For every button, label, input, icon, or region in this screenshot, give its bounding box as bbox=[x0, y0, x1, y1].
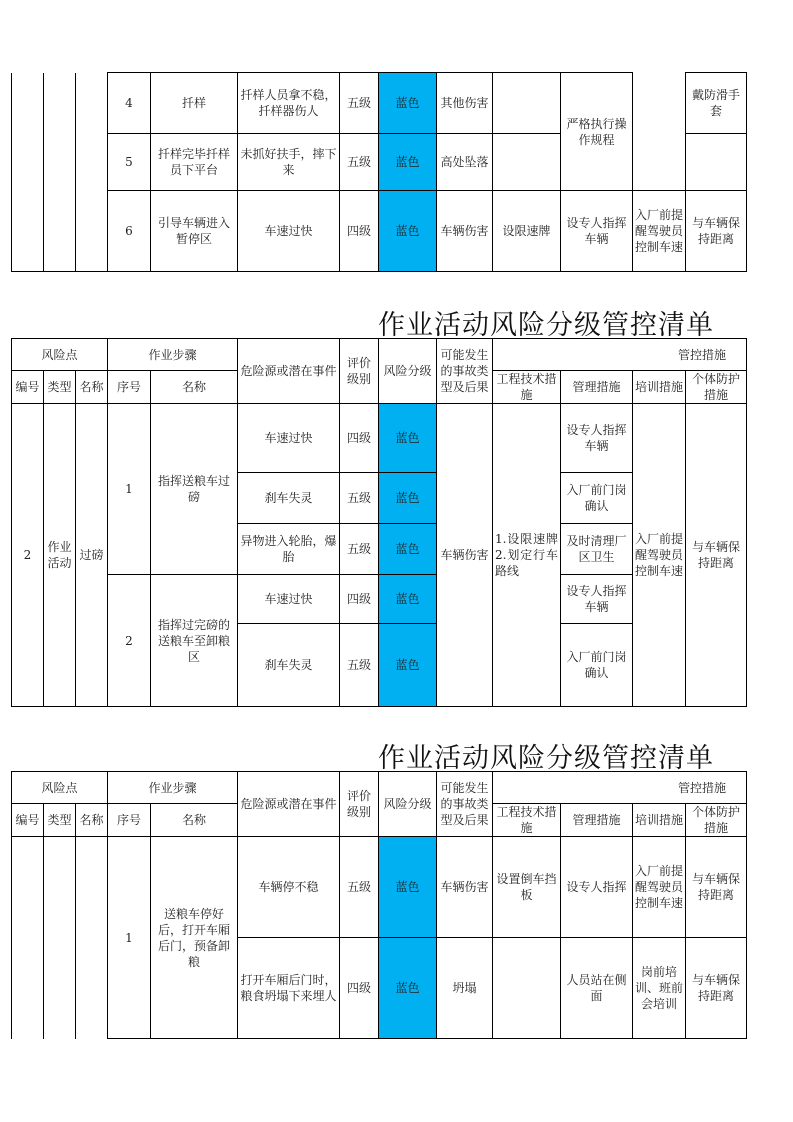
hazard-cell: 车速过快 bbox=[238, 575, 340, 624]
ppe-cell: 与车辆保持距离 bbox=[686, 938, 747, 1039]
page-title: 作业活动风险分级管控清单 bbox=[378, 310, 714, 341]
level-cell: 五级 bbox=[340, 624, 379, 707]
header-no: 编号 bbox=[12, 371, 44, 404]
header-seq: 序号 bbox=[108, 804, 151, 837]
header-management: 管理措施 bbox=[561, 371, 633, 404]
header-ppe: 个体防护措施 bbox=[686, 804, 747, 837]
accident-cell: 车辆伤害 bbox=[437, 404, 493, 707]
seq-cell: 2 bbox=[108, 575, 151, 707]
name-cell bbox=[76, 837, 108, 1039]
risk-table-continued bbox=[11, 72, 747, 272]
header-step-name: 名称 bbox=[151, 371, 238, 404]
step-name-cell: 指挥过完磅的送粮车至卸粮区 bbox=[151, 575, 238, 707]
accident-cell: 车辆伤害 bbox=[437, 837, 493, 938]
level-cell: 四级 bbox=[340, 404, 379, 473]
page-title: 作业活动风险分级管控清单 bbox=[378, 743, 714, 774]
grade-cell: 蓝色 bbox=[379, 134, 437, 191]
ppe-cell bbox=[686, 134, 747, 191]
table-row bbox=[12, 191, 747, 272]
management-cell: 人员站在侧面 bbox=[561, 938, 633, 1039]
accident-cell: 其他伤害 bbox=[437, 73, 493, 134]
no-cell bbox=[12, 73, 44, 272]
header-risk-grade: 风险分级 bbox=[379, 339, 437, 404]
management-cell: 及时清理厂区卫生 bbox=[561, 524, 633, 575]
level-cell: 四级 bbox=[340, 191, 379, 272]
header-step-name: 名称 bbox=[151, 804, 238, 837]
ppe-cell: 戴防滑手套 bbox=[686, 73, 747, 134]
hazard-cell: 车辆停不稳 bbox=[238, 837, 340, 938]
header-eval-level: 评价级别 bbox=[340, 772, 379, 837]
hazard-cell: 打开车厢后门时，粮食坍塌下来埋人 bbox=[238, 938, 340, 1039]
header-management: 管理措施 bbox=[561, 804, 633, 837]
table-row bbox=[12, 404, 747, 473]
header-risk-grade: 风险分级 bbox=[379, 772, 437, 837]
hazard-cell: 车速过快 bbox=[238, 191, 340, 272]
level-cell: 五级 bbox=[340, 524, 379, 575]
accident-cell: 高处坠落 bbox=[437, 134, 493, 191]
grade-cell: 蓝色 bbox=[379, 624, 437, 707]
no-cell: 2 bbox=[12, 404, 44, 707]
header-hazard: 危险源或潜在事件 bbox=[238, 339, 340, 404]
header-accident: 可能发生的事故类型及后果 bbox=[437, 339, 493, 404]
header-eval-level: 评价级别 bbox=[340, 339, 379, 404]
hazard-cell: 异物进入轮胎，爆胎 bbox=[238, 524, 340, 575]
grade-cell: 蓝色 bbox=[379, 473, 437, 524]
header-name: 名称 bbox=[76, 371, 108, 404]
grade-cell: 蓝色 bbox=[379, 191, 437, 272]
management-cell: 严格执行操作规程 bbox=[561, 73, 633, 191]
ppe-cell: 与车辆保持距离 bbox=[686, 191, 747, 272]
no-cell bbox=[12, 837, 44, 1039]
management-cell: 入厂前门岗确认 bbox=[561, 624, 633, 707]
hazard-cell: 车速过快 bbox=[238, 404, 340, 473]
header-type: 类型 bbox=[44, 804, 76, 837]
grade-cell: 蓝色 bbox=[379, 575, 437, 624]
step-name-cell: 扦样 bbox=[151, 73, 238, 134]
management-cell: 设专人指挥 bbox=[561, 837, 633, 938]
level-cell: 四级 bbox=[340, 938, 379, 1039]
header-ppe: 个体防护措施 bbox=[686, 371, 747, 404]
risk-table bbox=[11, 338, 747, 707]
header-risk-point: 风险点 bbox=[12, 772, 108, 804]
header-type: 类型 bbox=[44, 371, 76, 404]
header-work-step: 作业步骤 bbox=[108, 339, 238, 371]
seq-cell: 1 bbox=[108, 837, 151, 1039]
management-cell: 设专人指挥车辆 bbox=[561, 575, 633, 624]
type-cell bbox=[44, 837, 76, 1039]
accident-cell: 坍塌 bbox=[437, 938, 493, 1039]
header-accident: 可能发生的事故类型及后果 bbox=[437, 772, 493, 837]
header-engineering: 工程技术措施 bbox=[493, 371, 561, 404]
grade-cell: 蓝色 bbox=[379, 73, 437, 134]
training-cell: 岗前培训、班前会培训 bbox=[633, 938, 686, 1039]
header-no: 编号 bbox=[12, 804, 44, 837]
seq-cell: 6 bbox=[108, 191, 151, 272]
ppe-cell: 与车辆保持距离 bbox=[686, 837, 747, 938]
type-cell: 作业活动 bbox=[44, 404, 76, 707]
type-cell bbox=[44, 73, 76, 272]
table-row bbox=[12, 837, 747, 938]
risk-table bbox=[11, 771, 747, 1039]
header-name: 名称 bbox=[76, 804, 108, 837]
seq-cell: 5 bbox=[108, 134, 151, 191]
name-cell: 过磅 bbox=[76, 404, 108, 707]
engineering-cell bbox=[493, 73, 561, 134]
seq-cell: 4 bbox=[108, 73, 151, 134]
level-cell: 五级 bbox=[340, 73, 379, 134]
level-cell: 四级 bbox=[340, 575, 379, 624]
training-cell bbox=[633, 73, 686, 191]
engineering-cell: 设限速牌 bbox=[493, 191, 561, 272]
level-cell: 五级 bbox=[340, 473, 379, 524]
step-name-cell: 扦样完毕扦样员下平台 bbox=[151, 134, 238, 191]
grade-cell: 蓝色 bbox=[379, 404, 437, 473]
seq-cell: 1 bbox=[108, 404, 151, 575]
hazard-cell: 刹车失灵 bbox=[238, 473, 340, 524]
header-hazard: 危险源或潜在事件 bbox=[238, 772, 340, 837]
header-training: 培训措施 bbox=[633, 371, 686, 404]
engineering-cell: 设置倒车挡板 bbox=[493, 837, 561, 938]
ppe-cell: 与车辆保持距离 bbox=[686, 404, 747, 707]
step-name-cell: 引导车辆进入暂停区 bbox=[151, 191, 238, 272]
table-row bbox=[12, 73, 747, 134]
training-cell: 入厂前提醒驾驶员控制车速 bbox=[633, 191, 686, 272]
header-row bbox=[12, 772, 747, 804]
management-cell: 设专人指挥车辆 bbox=[561, 404, 633, 473]
grade-cell: 蓝色 bbox=[379, 524, 437, 575]
grade-cell: 蓝色 bbox=[379, 938, 437, 1039]
accident-cell: 车辆伤害 bbox=[437, 191, 493, 272]
step-name-cell: 指挥送粮车过磅 bbox=[151, 404, 238, 575]
header-controls: 管控措施 bbox=[493, 339, 747, 371]
step-name-cell: 送粮车停好后，打开车厢后门，预备卸粮 bbox=[151, 837, 238, 1039]
hazard-cell: 未抓好扶手，摔下来 bbox=[238, 134, 340, 191]
engineering-cell: 1.设限速牌 2.划定行车路线 bbox=[493, 404, 561, 707]
header-work-step: 作业步骤 bbox=[108, 772, 238, 804]
management-cell: 设专人指挥车辆 bbox=[561, 191, 633, 272]
level-cell: 五级 bbox=[340, 837, 379, 938]
header-engineering: 工程技术措施 bbox=[493, 804, 561, 837]
grade-cell: 蓝色 bbox=[379, 837, 437, 938]
engineering-cell bbox=[493, 938, 561, 1039]
header-risk-point: 风险点 bbox=[12, 339, 108, 371]
engineering-cell bbox=[493, 134, 561, 191]
header-seq: 序号 bbox=[108, 371, 151, 404]
training-cell: 入厂前提醒驾驶员控制车速 bbox=[633, 404, 686, 707]
level-cell: 五级 bbox=[340, 134, 379, 191]
management-cell: 入厂前门岗确认 bbox=[561, 473, 633, 524]
name-cell bbox=[76, 73, 108, 272]
header-controls: 管控措施 bbox=[493, 772, 747, 804]
hazard-cell: 刹车失灵 bbox=[238, 624, 340, 707]
training-cell: 入厂前提醒驾驶员控制车速 bbox=[633, 837, 686, 938]
header-training: 培训措施 bbox=[633, 804, 686, 837]
header-row bbox=[12, 339, 747, 371]
hazard-cell: 扦样人员拿不稳，扦样器伤人 bbox=[238, 73, 340, 134]
